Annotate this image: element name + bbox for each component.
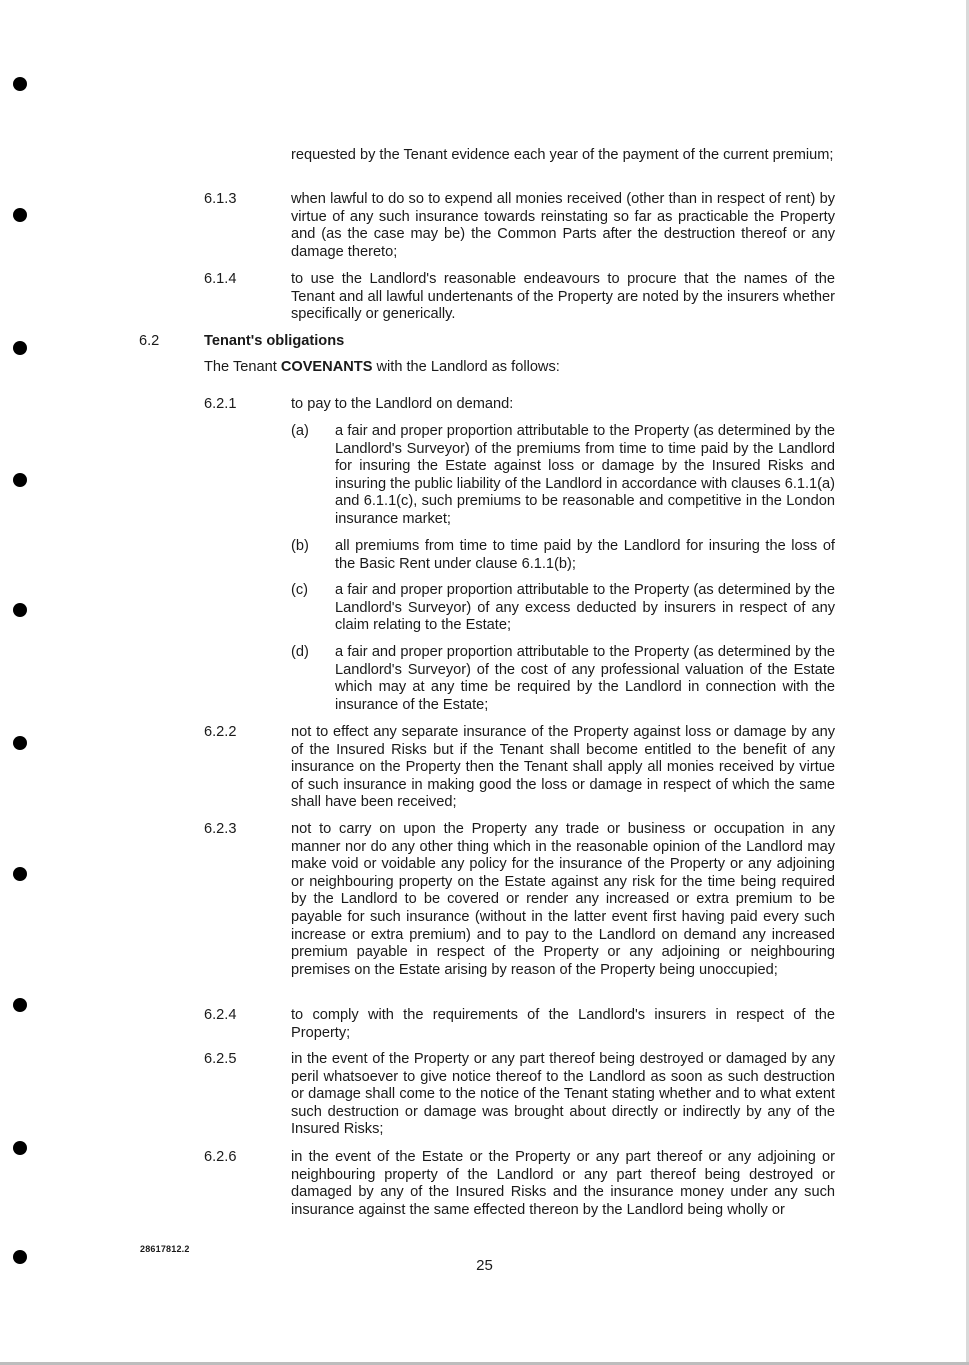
- subclause-text: a fair and proper proportion attributable to the Property (as determined by the Landlord's Surveyor) of the cost of any professional valuation of the Estate which may at any time be required by the Landlord in connection with the insurance of the Estate;: [335, 644, 835, 713]
- subclause-label: (d): [291, 644, 309, 660]
- section-intro: [204, 359, 835, 377]
- clause-text: when lawful to do so to expend all monies received (other than in respect of rent) by virtue of any such insurance towards reinstating so far as practicable the Property and (as the case may be) the Common Parts after the destruction thereof or any damage thereto;: [291, 191, 835, 260]
- subclause-text: a fair and proper proportion attributable to the Property (as determined by the Landlord's Surveyor) of the premiums from time to time paid by the Landlord for insuring the Estate against loss or damage by the Insured Risks and insuring the public liability of the Landlord in accordance with clauses 6.1.1(a) and 6.1.1(c), such premiums to be reasonable and competitive in the London insurance market;: [335, 423, 835, 527]
- clause-number: 6.1.4: [204, 271, 237, 287]
- clause-number: 6.2.6: [204, 1149, 237, 1165]
- clause-number: 6.2.5: [204, 1051, 237, 1067]
- punch-hole-icon: [13, 867, 27, 881]
- clause-text: in the event of the Property or any part thereof being destroyed or damaged by any peril whatsoever to give notice thereof to the Landlord as soon as such destruction or damage shall come to the notice of the Tenant stating whether and to what extent such destruction or damage was brought about directly or indirectly by any of the Insured Risks;: [291, 1051, 835, 1138]
- subclause-text: all premiums from time to time paid by the Landlord for insuring the loss of the Basic Rent under clause 6.1.1(b);: [335, 538, 835, 572]
- clause-text: to pay to the Landlord on demand:: [291, 396, 514, 412]
- subclause-label: (b): [291, 538, 309, 554]
- section-title: Tenant's obligations: [204, 333, 345, 349]
- clause-text: in the event of the Estate or the Property or any part thereof or any adjoining or neighbouring property of the Landlord or any part thereof being destroyed or damaged by any of the Insured Risks and the insurance money under any such insurance against the same effected thereon by the Landlord being wholly or: [291, 1149, 835, 1218]
- subclause-text: a fair and proper proportion attributable to the Property (as determined by the Landlord's Surveyor) of any excess deducted by insurers in respect of any claim relating to the Estate;: [335, 582, 835, 634]
- section-number: 6.2: [139, 333, 160, 349]
- intro-text: The Tenant: [204, 359, 281, 375]
- punch-hole-icon: [13, 77, 27, 91]
- document-reference: 28617812.2: [140, 1244, 190, 1254]
- page-number: 25: [476, 1257, 493, 1274]
- punch-hole-icon: [13, 736, 27, 750]
- punch-hole-icon: [13, 1141, 27, 1155]
- punch-hole-icon: [13, 473, 27, 487]
- clause-number: 6.2.3: [204, 821, 237, 837]
- punch-hole-icon: [13, 603, 27, 617]
- clause-number: 6.2.2: [204, 724, 237, 740]
- punch-hole-icon: [13, 341, 27, 355]
- clause-continuation: requested by the Tenant evidence each year of the payment of the current premium;: [291, 147, 834, 163]
- clause-number: 6.2.4: [204, 1007, 237, 1023]
- punch-hole-icon: [13, 998, 27, 1012]
- intro-emphasis: COVENANTS: [280, 359, 373, 375]
- punch-hole-icon: [13, 208, 27, 222]
- subclause-label: (a): [291, 423, 309, 439]
- clause-text: to use the Landlord's reasonable endeavours to procure that the names of the Tenant and all lawful undertenants of the Property are noted by the insurers whether specifically or generically.: [291, 271, 835, 323]
- clause-number: 6.2.1: [204, 396, 237, 412]
- clause-text: not to effect any separate insurance of the Property against loss or damage by any of the Insured Risks but if the Tenant shall become entitled to the benefit of any insurance on the Property then the Tenant shall apply all monies received by virtue of such insurance in making good the loss or damage in respect of which the same shall have been received;: [291, 724, 835, 811]
- intro-text: with the Landlord as follows:: [372, 359, 560, 375]
- clause-text: not to carry on upon the Property any trade or business or occupation in any manner nor do any other thing which in the reasonable opinion of the Landlord may make void or voidable any policy for the insurance of the Property or any adjoining or neighbouring property on the Estate against any risk for the time being required by the Landlord to be covered or render any increased or extra premium to be payable for such insurance (without in the latter event first having paid every such increase or extra premium) and to pay to the Landlord on demand any increased premium payable in respect of the Property or any adjoining or neighbouring premises on the Estate arising by reason of the Property being unoccupied;: [291, 821, 835, 978]
- subclause-label: (c): [291, 582, 309, 598]
- clause-number: 6.1.3: [204, 191, 237, 207]
- clause-text: to comply with the requirements of the Landlord's insurers in respect of the Property;: [291, 1007, 835, 1041]
